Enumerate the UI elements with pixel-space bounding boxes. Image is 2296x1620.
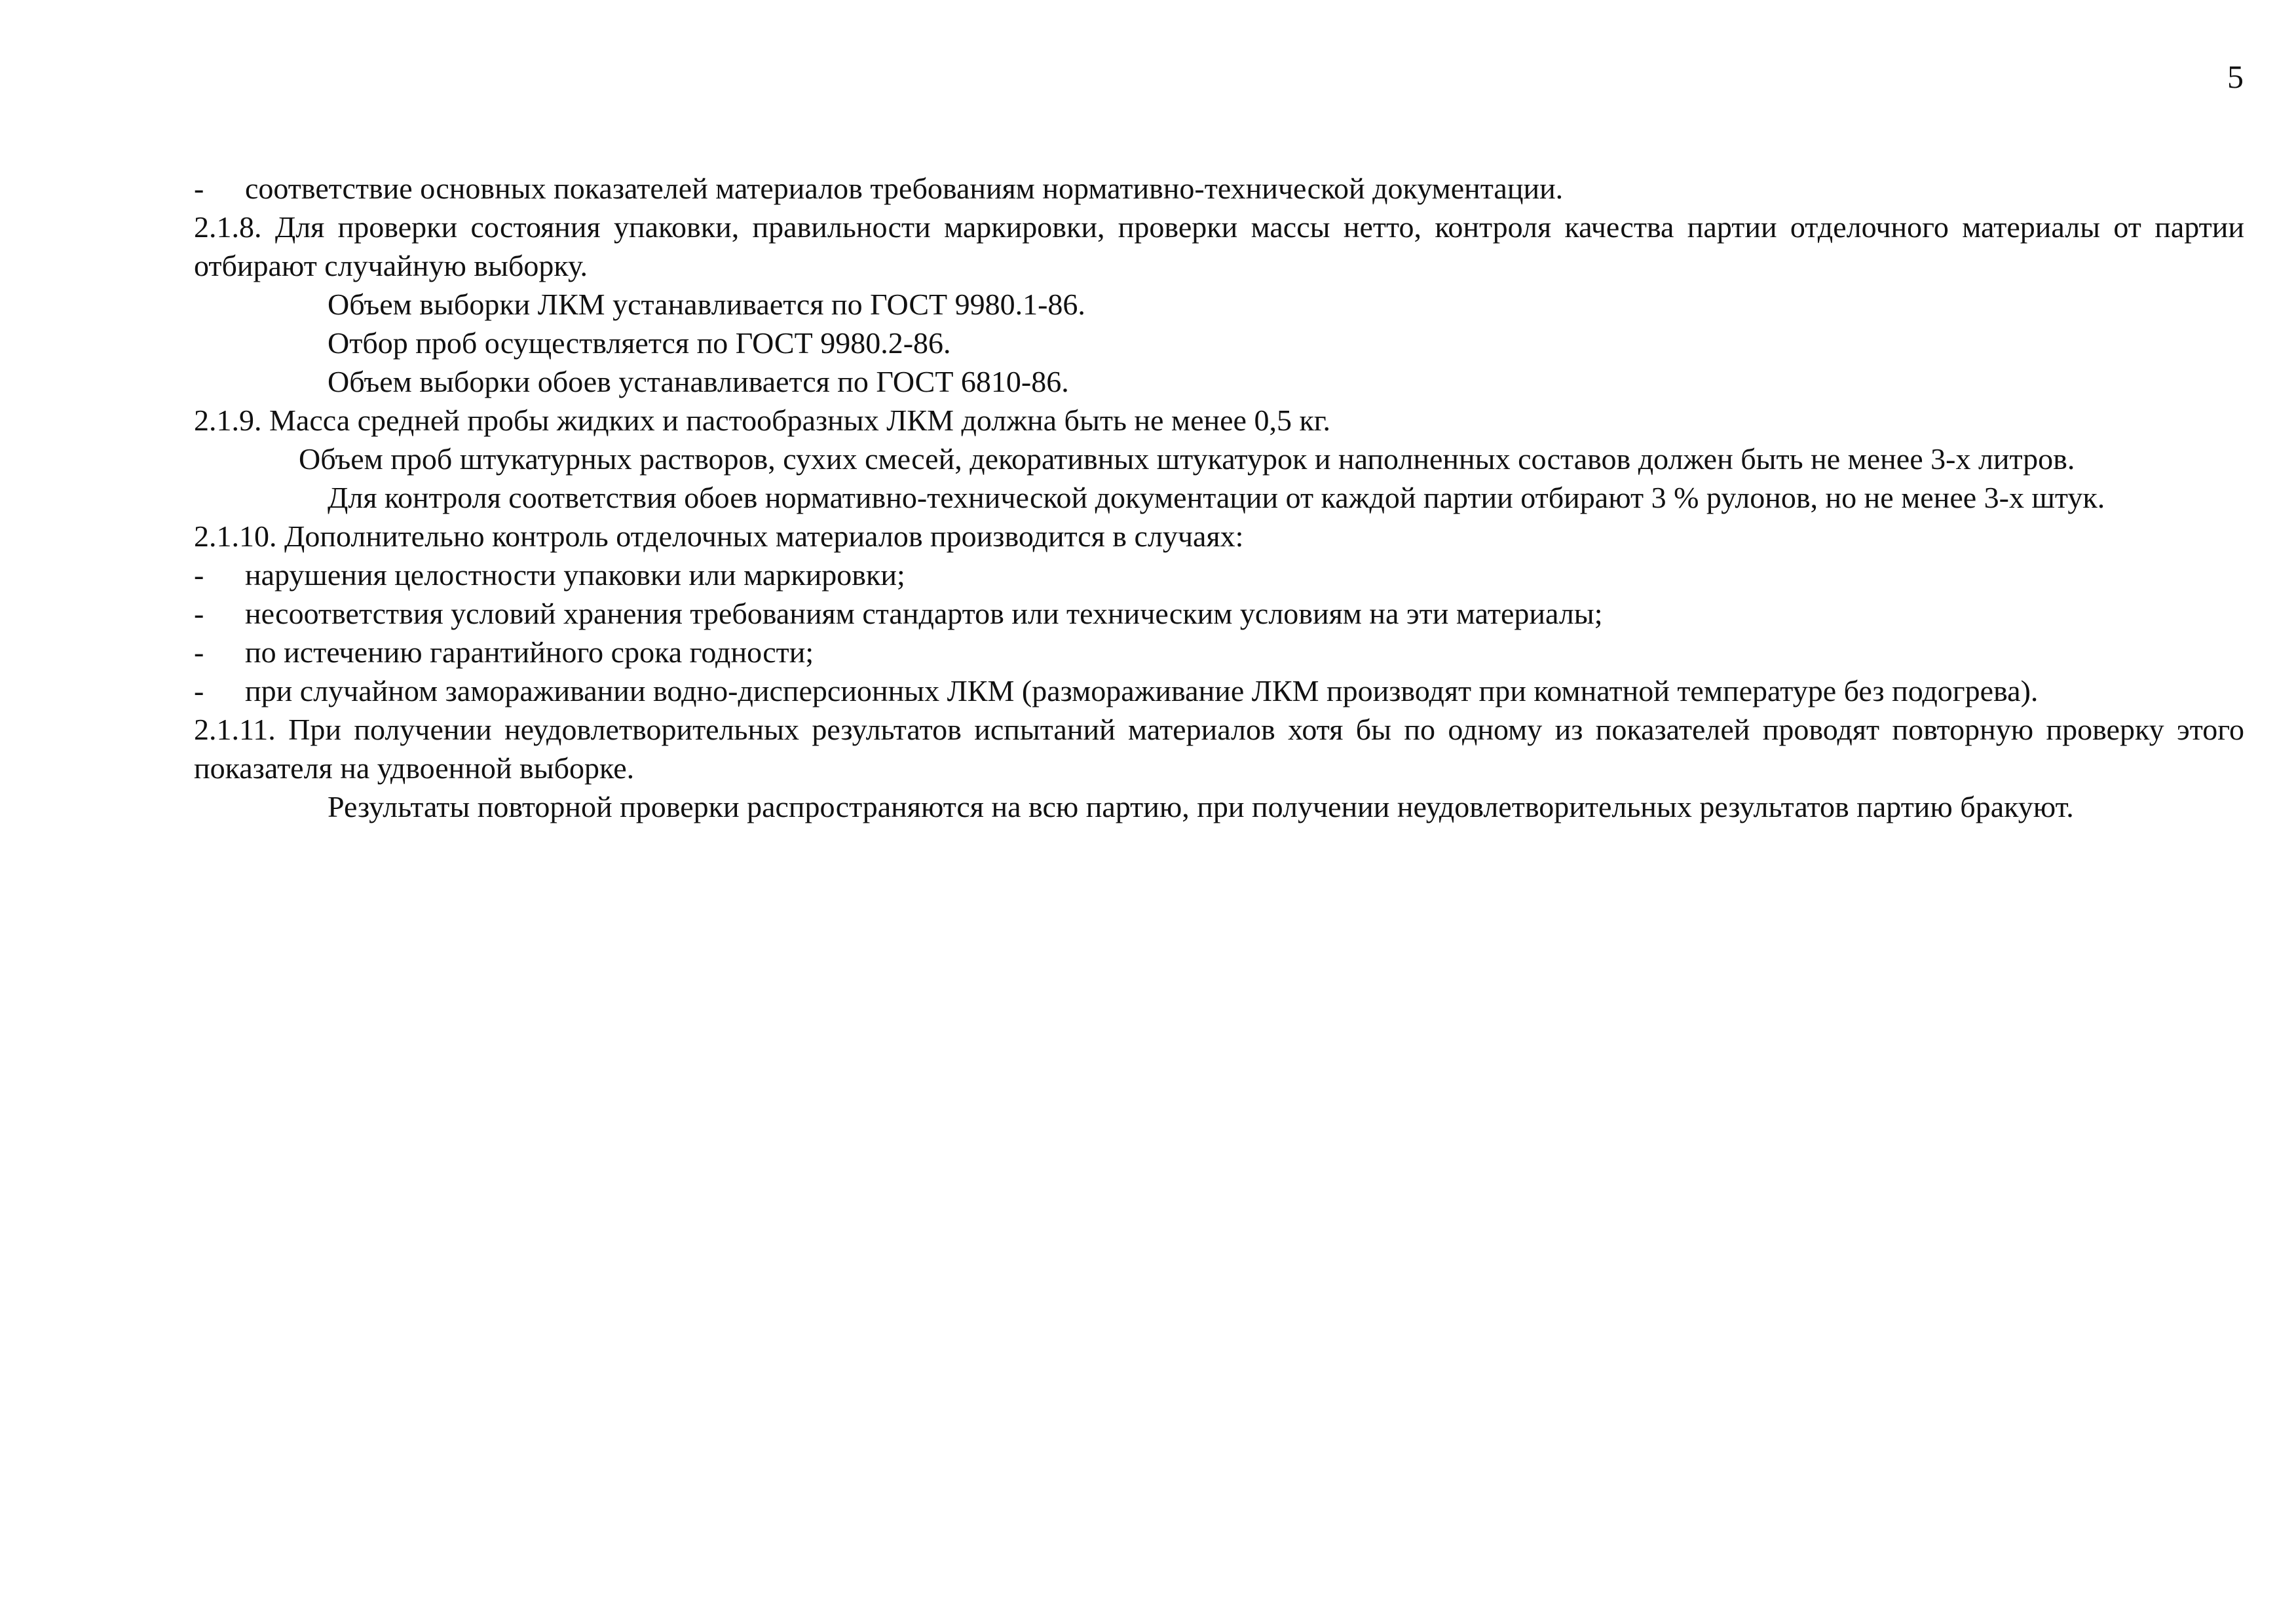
paragraph-plaster-volume: Объем проб штукатурных растворов, сухих смесей, декоративных штукатурок и наполненных составов должен быть не менее 3-х литров. — [299, 442, 2075, 476]
list-item-text: нарушения целостности упаковки или маркировки; — [245, 558, 905, 592]
list-item-text: несоответствия условий хранения требованиям стандартов или техническим условиям на эти материалы; — [245, 597, 1603, 630]
list-item — [194, 671, 2244, 710]
paragraph-wallpaper-control: Для контроля соответствия обоев нормативно-технической документации от каждой партии отбирают 3 % рулонов, но не менее 3-х штук. — [328, 481, 2105, 514]
list-item — [194, 556, 2244, 594]
list-item — [194, 169, 2244, 208]
list-dash: - — [194, 172, 204, 205]
paragraph-2-1-9: 2.1.9. Масса средней пробы жидких и пастообразных ЛКМ должна быть не менее 0,5 кг. — [194, 404, 1330, 437]
list-dash: - — [194, 597, 204, 630]
list-dash: - — [194, 558, 204, 592]
list-item-text: при случайном замораживании водно-дисперсионных ЛКМ (размораживание ЛКМ производят при комнатной температуре без подогрева). — [245, 674, 2039, 707]
paragraph-2-1-10: 2.1.10. Дополнительно контроль отделочных материалов производится в случаях: — [194, 519, 1244, 553]
paragraph-retest-results: Результаты повторной проверки распространяются на всю партию, при получении неудовлетворительных результатов партию бракуют. — [328, 790, 2074, 823]
paragraph-wallpaper-sample-volume: Объем выборки обоев устанавливается по ГОСТ 6810-86. — [328, 365, 1069, 398]
list-item-text: соответствие основных показателей материалов требованиям нормативно-технической документации. — [245, 172, 1564, 205]
paragraph-2-1-11: 2.1.11. При получении неудовлетворительных результатов испытаний материалов хотя бы по одному из показателей проводят повторную проверку этого показателя на удвоенной выборке. — [194, 713, 2244, 785]
list-dash: - — [194, 635, 204, 669]
page-number: 5 — [2227, 58, 2244, 95]
list-item — [194, 633, 2244, 671]
list-item — [194, 594, 2244, 633]
paragraph-sampling: Отбор проб осуществляется по ГОСТ 9980.2-86. — [328, 326, 951, 360]
document-body — [194, 169, 2244, 826]
paragraph-2-1-8: 2.1.8. Для проверки состояния упаковки, правильности маркировки, проверки массы нетто, контроля качества партии отделочного материалы от партии отбирают случайную выборку. — [194, 210, 2244, 282]
list-item-text: по истечению гарантийного срока годности; — [245, 635, 814, 669]
paragraph-lkm-sample-volume: Объем выборки ЛКМ устанавливается по ГОСТ 9980.1-86. — [328, 288, 1085, 321]
list-dash: - — [194, 674, 204, 707]
